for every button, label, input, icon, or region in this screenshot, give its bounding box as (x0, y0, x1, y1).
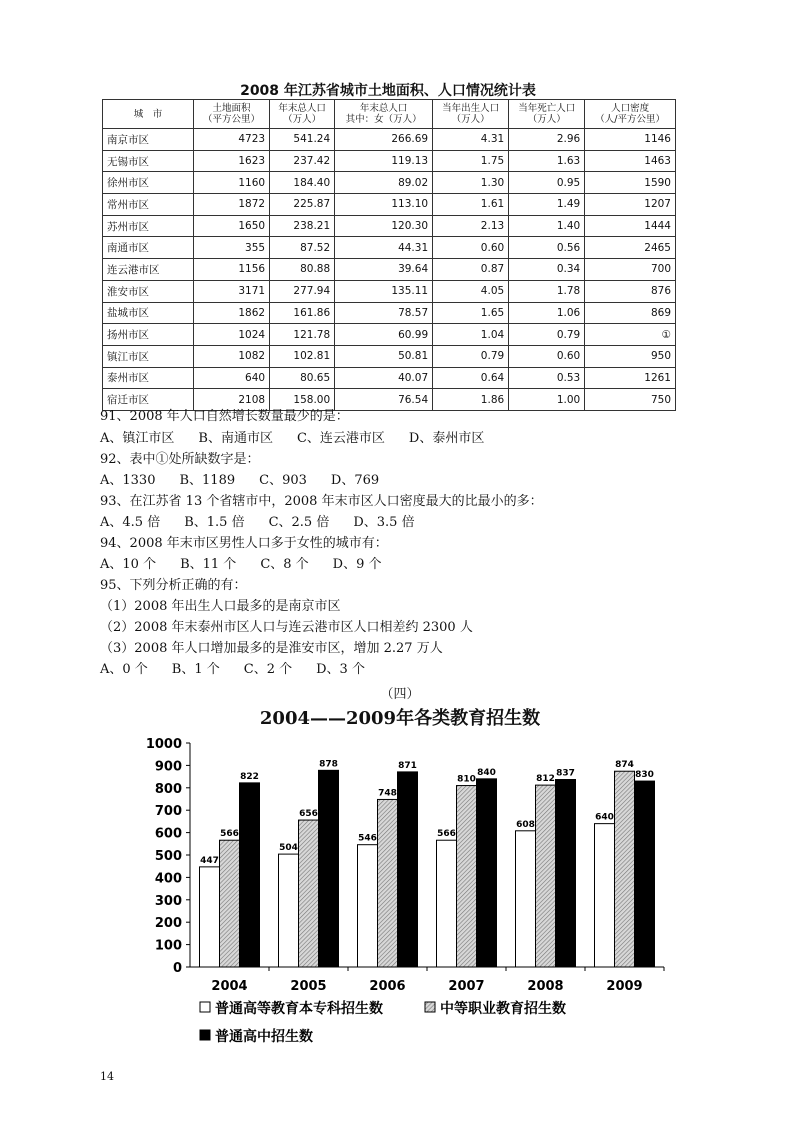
y-tick-label: 500 (154, 849, 182, 864)
page-number: 14 (100, 1070, 114, 1083)
data-label: 566 (437, 829, 456, 840)
table-cell: 4723 (194, 129, 270, 151)
table-cell: 39.64 (335, 259, 433, 281)
y-tick-label: 200 (154, 916, 182, 932)
section-label: （四） (380, 687, 420, 702)
data-label: 874 (615, 760, 634, 771)
table-cell: 80.65 (270, 367, 335, 389)
bar (437, 840, 457, 967)
bar (279, 854, 299, 967)
question-93: 93、在江苏省 13 个省辖市中，2008 年末市区人口密度最大的比最小的多： (100, 494, 543, 509)
table-cell: 1.63 (509, 150, 585, 172)
question-91: 91、2008 年人口自然增长数量最少的是： (100, 409, 349, 424)
data-label: 830 (635, 770, 654, 781)
bar (378, 799, 398, 967)
table-cell: 0.60 (509, 345, 585, 367)
table-cell: 1024 (194, 324, 270, 346)
table-cell: 277.94 (270, 280, 335, 302)
table-cell: 120.30 (335, 215, 433, 237)
bar (457, 786, 477, 967)
table-cell: 0.53 (509, 367, 585, 389)
option[interactable]: B、1189 (179, 473, 236, 488)
table-cell: 1146 (585, 129, 676, 151)
table-cell: 4.31 (433, 129, 509, 151)
table-cell: 0.64 (433, 367, 509, 389)
x-tick-label: 2007 (448, 979, 485, 994)
table-cell: 0.34 (509, 259, 585, 281)
option[interactable]: C、903 (259, 473, 307, 488)
table-cell-city: 淮安市区 (103, 280, 194, 302)
table-cell: 1463 (585, 150, 676, 172)
x-tick-label: 2006 (369, 979, 406, 994)
table-cell: 1.06 (509, 302, 585, 324)
bar (358, 845, 378, 967)
table-cell: 87.52 (270, 237, 335, 259)
header-density: 人口密度 （人/平方公里） (585, 100, 676, 129)
bar (595, 824, 615, 967)
table-cell: 121.78 (270, 324, 335, 346)
table-cell: 184.40 (270, 172, 335, 194)
table-cell: 113.10 (335, 194, 433, 216)
table-cell: 1156 (194, 259, 270, 281)
bar (200, 867, 220, 967)
legend-swatch (425, 1002, 435, 1012)
bar (477, 779, 497, 967)
data-label: 566 (220, 829, 239, 840)
option[interactable]: A、镇江市区 (100, 431, 175, 446)
table-cell: 1623 (194, 150, 270, 172)
table-cell: 119.13 (335, 150, 433, 172)
table-cell: 1207 (585, 194, 676, 216)
y-tick-label: 100 (154, 938, 182, 954)
option[interactable]: D、泰州市区 (408, 431, 485, 446)
table-cell: 869 (585, 302, 676, 324)
legend-swatch (200, 1030, 210, 1040)
table-cell: 2.96 (509, 129, 585, 151)
table-cell: 1.40 (509, 215, 585, 237)
data-label: 878 (319, 759, 338, 770)
header-female: 年末总人口 其中：女（万人） (335, 100, 433, 129)
bar (516, 831, 536, 967)
table-cell: 237.42 (270, 150, 335, 172)
option[interactable]: C、8 个 (260, 557, 309, 572)
option[interactable]: C、连云港市区 (296, 431, 385, 446)
option[interactable]: A、10 个 (100, 557, 157, 572)
option[interactable]: A、0 个 (100, 662, 148, 677)
table-cell-city: 常州市区 (103, 194, 194, 216)
data-label: 608 (516, 819, 535, 830)
option[interactable]: B、南通市区 (198, 431, 273, 446)
table-cell: 89.02 (335, 172, 433, 194)
table-cell: 80.88 (270, 259, 335, 281)
data-label: 812 (536, 774, 555, 785)
table-cell: 161.86 (270, 302, 335, 324)
question-95-item-1: （1）2008 年出生人口最多的是南京市区 (100, 599, 341, 614)
bar (319, 770, 339, 967)
x-tick-label: 2008 (527, 979, 564, 994)
y-tick-label: 1000 (145, 737, 182, 752)
table-cell: 1160 (194, 172, 270, 194)
y-tick-label: 600 (154, 826, 182, 842)
question-94: 94、2008 年末市区男性人口多于女性的城市有： (100, 536, 388, 551)
x-tick-label: 2005 (290, 979, 327, 994)
data-label: 546 (358, 833, 377, 844)
table-cell: 44.31 (335, 237, 433, 259)
legend-label: 中等职业教育招生数 (440, 1001, 566, 1017)
table-cell: 76.54 (335, 389, 433, 411)
bar (220, 840, 240, 967)
option[interactable]: D、769 (330, 473, 380, 488)
legend-label: 普通高中招生数 (215, 1029, 313, 1045)
table-cell: 0.79 (509, 324, 585, 346)
legend-label: 普通高等教育本专科招生数 (215, 1001, 383, 1017)
table-cell: 1.86 (433, 389, 509, 411)
table-cell: ① (585, 324, 676, 346)
table-cell: 1.61 (433, 194, 509, 216)
table-cell: 1650 (194, 215, 270, 237)
table-cell-city: 泰州市区 (103, 367, 194, 389)
bar (398, 772, 418, 967)
y-tick-label: 0 (172, 961, 182, 976)
table-title: 2008 年江苏省城市土地面积、人口情况统计表 (240, 83, 536, 99)
question-92: 92、表中①处所缺数字是： (100, 452, 260, 467)
table-cell-city: 镇江市区 (103, 345, 194, 367)
table-cell: 1082 (194, 345, 270, 367)
data-label: 640 (595, 812, 614, 823)
data-label: 840 (477, 767, 496, 778)
table-cell: 135.11 (335, 280, 433, 302)
table-cell-city: 苏州市区 (103, 215, 194, 237)
question-95-item-3: （3）2008 年人口增加最多的是淮安市区，增加 2.27 万人 (100, 641, 443, 656)
chart-title: 2004——2009年各类教育招生数 (259, 708, 541, 729)
table-cell: 0.95 (509, 172, 585, 194)
y-tick-label: 700 (154, 804, 182, 820)
bar (556, 780, 576, 967)
table-cell: 1872 (194, 194, 270, 216)
table-cell: 750 (585, 389, 676, 411)
question-95: 95、下列分析正确的有： (100, 578, 247, 593)
table-cell: 640 (194, 367, 270, 389)
table-cell: 1.49 (509, 194, 585, 216)
table-cell: 3171 (194, 280, 270, 302)
header-population: 年末总人口 （万人） (270, 100, 335, 129)
table-cell: 225.87 (270, 194, 335, 216)
table-cell: 102.81 (270, 345, 335, 367)
table-cell: 1.65 (433, 302, 509, 324)
table-cell: 0.79 (433, 345, 509, 367)
table-cell: 0.60 (433, 237, 509, 259)
table-cell: 950 (585, 345, 676, 367)
table-cell: 1.75 (433, 150, 509, 172)
table-cell: 50.81 (335, 345, 433, 367)
table-cell: 1.00 (509, 389, 585, 411)
option[interactable]: D、9 个 (332, 557, 382, 572)
table-cell-city: 连云港市区 (103, 259, 194, 281)
y-tick-label: 900 (154, 759, 182, 775)
table-cell: 78.57 (335, 302, 433, 324)
y-tick-label: 300 (154, 893, 182, 909)
data-label: 748 (378, 788, 397, 799)
table-cell: 1444 (585, 215, 676, 237)
table-cell: 700 (585, 259, 676, 281)
table-cell-city: 宿迁市区 (103, 389, 194, 411)
table-cell: 355 (194, 237, 270, 259)
table-cell: 541.24 (270, 129, 335, 151)
table-cell: 1261 (585, 367, 676, 389)
data-label: 810 (457, 774, 476, 785)
option[interactable]: B、1 个 (171, 662, 220, 677)
table-cell: 2465 (585, 237, 676, 259)
table-cell-city: 南京市区 (103, 129, 194, 151)
question-95-item-2: （2）2008 年末泰州市区人口与连云港市区人口相差约 2300 人 (100, 620, 473, 635)
table-cell: 0.56 (509, 237, 585, 259)
option[interactable]: B、11 个 (180, 557, 237, 572)
y-tick-label: 800 (154, 781, 182, 797)
table-cell: 266.69 (335, 129, 433, 151)
table-cell: 158.00 (270, 389, 335, 411)
bar (240, 783, 260, 967)
table-cell: 1.30 (433, 172, 509, 194)
x-tick-label: 2009 (606, 979, 643, 994)
table-cell: 1.04 (433, 324, 509, 346)
table-cell: 60.99 (335, 324, 433, 346)
option[interactable]: D、3 个 (316, 662, 365, 677)
option[interactable]: D、3.5 倍 (353, 515, 415, 530)
option[interactable]: A、4.5 倍 (100, 515, 161, 530)
header-deaths: 当年死亡人口 （万人） (509, 100, 585, 129)
bar (635, 781, 655, 967)
data-label: 504 (279, 843, 298, 854)
bar (536, 785, 556, 967)
table-cell-city: 无锡市区 (103, 150, 194, 172)
data-label: 871 (398, 760, 417, 771)
bar (615, 771, 635, 967)
table-cell-city: 徐州市区 (103, 172, 194, 194)
table-cell-city: 南通市区 (103, 237, 194, 259)
legend-swatch (200, 1002, 210, 1012)
table-cell-city: 扬州市区 (103, 324, 194, 346)
x-tick-label: 2004 (211, 979, 248, 994)
table-cell: 1590 (585, 172, 676, 194)
header-city: 城 市 (103, 100, 194, 129)
data-label: 447 (200, 855, 219, 866)
header-births: 当年出生人口 （万人） (433, 100, 509, 129)
data-label: 656 (299, 809, 318, 820)
table-cell: 4.05 (433, 280, 509, 302)
option[interactable]: C、2.5 倍 (268, 515, 330, 530)
table-cell: 40.07 (335, 367, 433, 389)
table-cell-city: 盐城市区 (103, 302, 194, 324)
option[interactable]: B、1.5 倍 (184, 515, 245, 530)
table-cell: 2.13 (433, 215, 509, 237)
table-cell: 0.87 (433, 259, 509, 281)
table-cell: 1.78 (509, 280, 585, 302)
data-label: 822 (240, 771, 259, 782)
data-label: 837 (556, 768, 575, 779)
table-cell: 2108 (194, 389, 270, 411)
option[interactable]: C、2 个 (243, 662, 293, 677)
table-cell: 238.21 (270, 215, 335, 237)
bar (299, 820, 319, 967)
table-cell: 1862 (194, 302, 270, 324)
table-cell: 876 (585, 280, 676, 302)
option[interactable]: A、1330 (100, 473, 156, 488)
header-area: 土地面积 （平方公里） (194, 100, 270, 129)
y-tick-label: 400 (154, 871, 182, 887)
